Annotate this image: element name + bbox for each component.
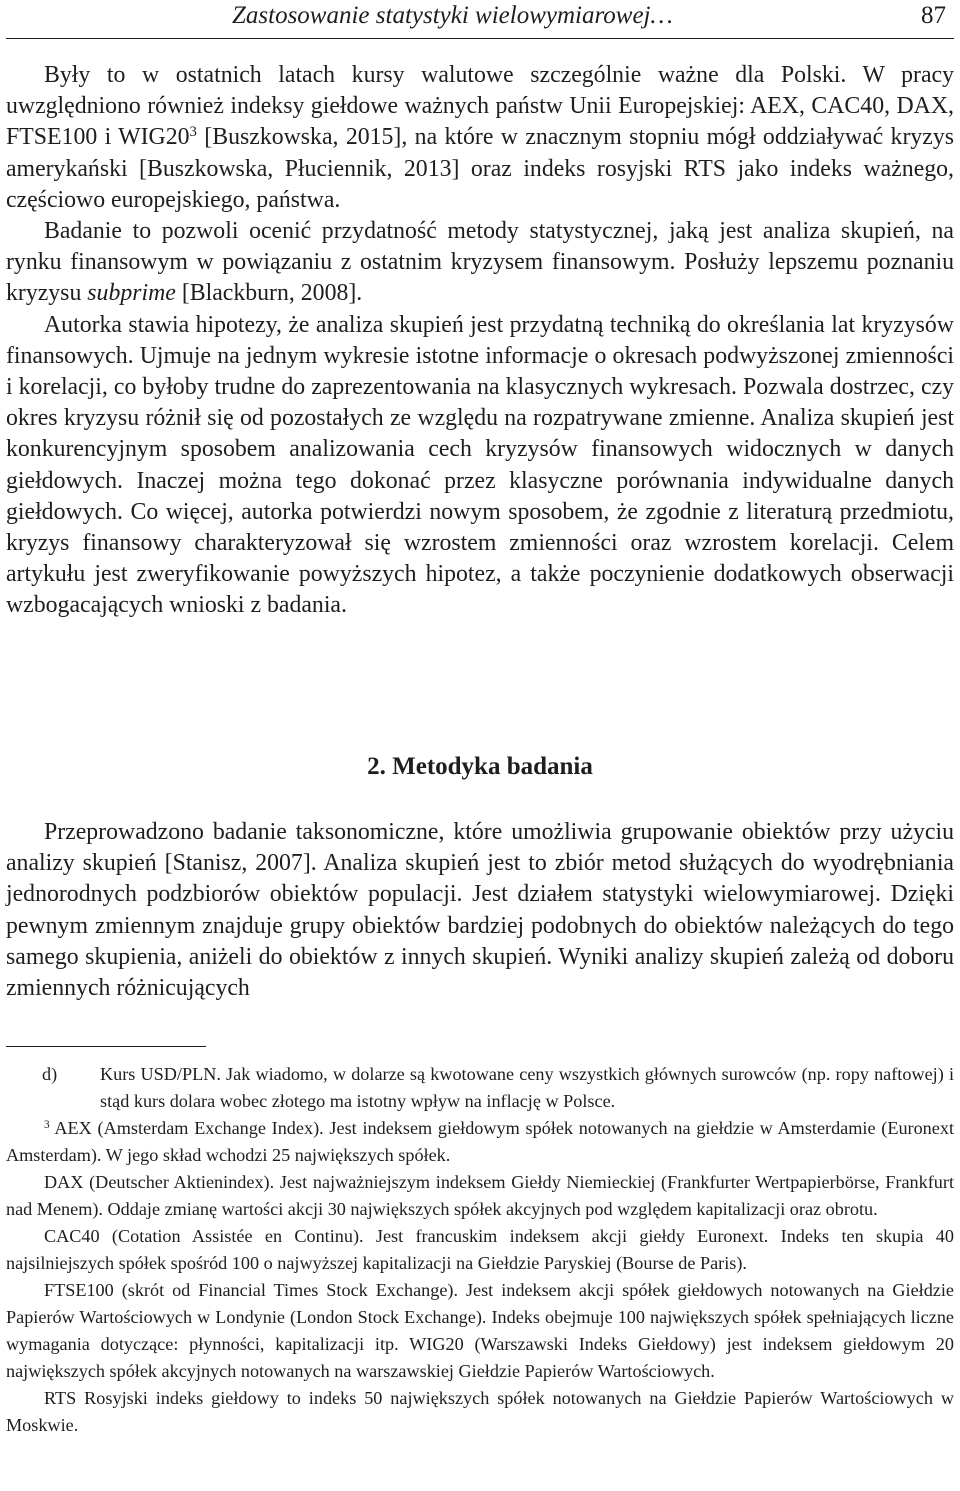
section-2-body xyxy=(6,817,954,1004)
footnote-marker: d) xyxy=(42,1064,58,1084)
footnote-3-rts: RTS Rosyjski indeks giełdowy to indeks 50 największych spółek notowanych na Giełdzie Papierów Wartościowych w Moskwie. xyxy=(6,1388,954,1435)
section-heading: 2. Metodyka badania xyxy=(367,753,593,780)
emphasis: subprime xyxy=(87,280,176,307)
footnote-3-aex: $^3$ AEX (Amsterdam Exchange Index). Jest indeksem giełdowym spółek notowanych na giełdzie w Amsterdamie (Euronext Amsterdam). W jego skład wchodzi 25 największych spółek. xyxy=(6,1118,954,1165)
running-title: Zastosowanie statystyki wielowymiarowej… xyxy=(232,2,673,29)
footnote-3-ftse: FTSE100 (skrót od Financial Times Stock Exchange). Jest indeksem akcji spółek giełdowych notowanych na Giełdzie Papierów Wartościowych w Londynie (London Stock Exchange). Indeks obejmuje 100 największych spółek spełniających liczne wymagania dotyczące: płynności, kapitalizacji itp. WIG20 (Warszawski Indeks Giełdowy) jest indeksem giełdowym 20 największych spółek akcyjnych notowanych na warszawskiej Giełdzie Papierów Wartościowych. xyxy=(6,1280,954,1381)
footnote-separator xyxy=(6,1046,206,1047)
paragraph: Były to w ostatnich latach kursy walutowe szczególnie ważne dla Polski. W pracy uwzględniono również indeksy giełdowe ważnych państw Unii Europejskiej: AEX, CAC40, DAX, FTSE100 i $WIG20^3$ [Buszkowska, 2015], na które w znacznym stopniu mógł oddziaływać kryzys amerykański [Buszkowska, Płuciennik, 2013] oraz indeks rosyjski RTS jako indeks ważnego, częściowo europejskiego, państwa. xyxy=(6,62,954,213)
footnote-text: Kurs USD/PLN. Jak wiadomo, w dolarze są kwotowane ceny wszystkich głównych surowców (np. ropy naftowej) i stąd kurs dolara wobec złotego ma istotny wpływ na inflację w Polsce. xyxy=(100,1064,954,1111)
paragraph: Badanie to pozwoli ocenić przydatność metody statystycznej, jaką jest analiza skupień, na rynku finansowym w powiązaniu z ostatnim kryzysem finansowym. Posłuży lepszemu poznaniu kryzysu subprime [Blackburn, 2008]. xyxy=(6,218,954,307)
footnote-3-dax: DAX (Deutscher Aktienindex). Jest najważniejszym indeksem Giełdy Niemieckiej (Frankfurter Wertpapierbörse, Frankfurt nad Menem). Oddaje zmianę wartości akcji 30 największych spółek akcyjnych pod względem kapitalizacji oraz obrotu. xyxy=(6,1172,954,1219)
footnote-number: 3 xyxy=(44,1118,50,1131)
section-1-body xyxy=(6,60,954,622)
paragraph: Przeprowadzono badanie taksonomiczne, które umożliwia grupowanie obiektów przy użyciu analizy skupień [Stanisz, 2007]. Analiza skupień jest to zbiór metod służących do wyodrębniania jednorodnych podzbiorów obiektów populacji. Jest działem statystyki wielowymiarowej. Dzięki pewnym zmiennym znajduje grupy obiektów bardziej podobnych do obiektów należących do tego samego skupienia, aniżeli do obiektów z innych skupień. Wyniki analizy skupień zależą od doboru zmiennych różnicujących xyxy=(6,819,954,1002)
running-header xyxy=(6,0,954,39)
footnotes xyxy=(6,1061,954,1439)
footnote-d xyxy=(6,1061,954,1115)
page-number: 87 xyxy=(921,2,946,29)
footnote-ref[interactable]: 3 xyxy=(189,124,197,141)
footnote-3-cac: CAC40 (Cotation Assistée en Continu). Jest francuskim indeksem akcji giełdy Euronext. Indeks ten skupia 40 najsilniejszych spółek spośród 100 o najwyższej kapitalizacji na Giełdzie Paryskiej (Bourse de Paris). xyxy=(6,1226,954,1273)
paragraph: Autorka stawia hipotezy, że analiza skupień jest przydatną techniką do określania lat kryzysów finansowych. Ujmuje na jednym wykresie istotne informacje o okresach podwyższonej zmienności i korelacji, co byłoby trudne do zaprezentowania na klasycznych wykresach. Pozwala dostrzec, czy okres kryzysu różnił się od pozostałych ze względu na rozpatrywane zmienne. Analiza skupień jest konkurencyjnym sposobem analizowania cech kryzysów finansowych widocznych w danych giełdowych. Inaczej można tego dokonać przez klasyczne porównania indywidualne danych giełdowych. Co więcej, autorka potwierdzi nowym sposobem, że zgodnie z literaturą przedmiotu, kryzys finansowy charakteryzował się wzrostem zmienności oraz wzrostem korelacji. Celem artykułu jest zweryfikowanie powyższych hipotez, a także poczynienie dodatkowych obserwacji wzbogacających wnioski z badania. xyxy=(6,311,954,619)
